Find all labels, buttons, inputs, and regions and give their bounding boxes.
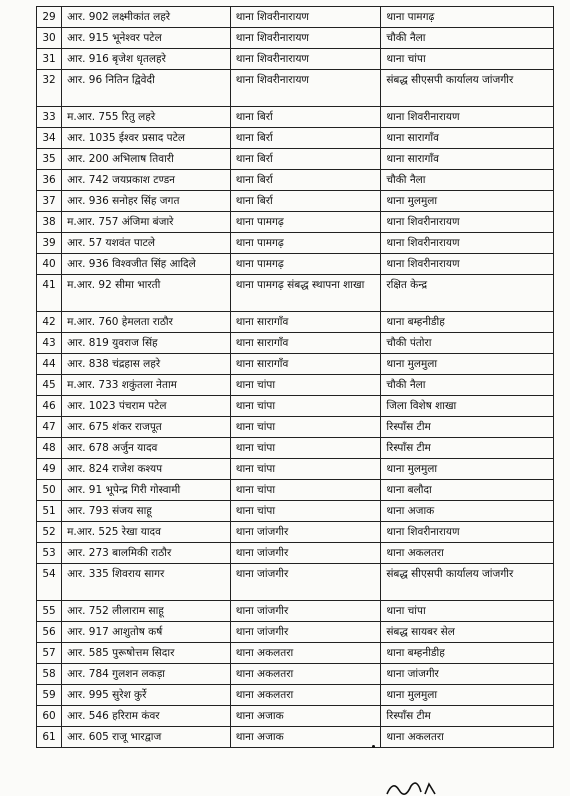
new-posting: थाना मुलमुला <box>381 354 554 375</box>
table-row <box>37 275 554 312</box>
employee-name: म.आर. 525 रेखा यादव <box>62 522 231 543</box>
row-number: 41 <box>37 275 62 312</box>
employee-name: आर. 793 संजय साहू <box>62 501 231 522</box>
employee-name: आर. 936 विश्वजीत सिंह आदिले <box>62 254 231 275</box>
row-number: 36 <box>37 170 62 191</box>
new-posting: थाना मुलमुला <box>381 685 554 706</box>
employee-name: आर. 838 चंद्रहास लहरे <box>62 354 231 375</box>
row-number: 59 <box>37 685 62 706</box>
employee-name: आर. 819 युवराज सिंह <box>62 333 231 354</box>
current-station: थाना चांपा <box>230 480 381 501</box>
new-posting: चौकी नैला <box>381 170 554 191</box>
current-station: थाना चांपा <box>230 396 381 417</box>
table-row <box>37 7 554 28</box>
table-row <box>37 128 554 149</box>
new-posting: थाना शिवरीनारायण <box>381 233 554 254</box>
table-row <box>37 564 554 601</box>
table-row <box>37 601 554 622</box>
row-number: 53 <box>37 543 62 564</box>
row-number: 35 <box>37 149 62 170</box>
row-number: 56 <box>37 622 62 643</box>
row-number: 49 <box>37 459 62 480</box>
new-posting: थाना सारागाँव <box>381 149 554 170</box>
current-station: थाना पामगढ़ संबद्ध स्थापना शाखा <box>230 275 381 312</box>
row-number: 50 <box>37 480 62 501</box>
row-number: 30 <box>37 28 62 49</box>
ink-dot <box>372 745 375 748</box>
employee-name: म.आर. 92 सीमा भारती <box>62 275 231 312</box>
current-station: थाना शिवरीनारायण <box>230 49 381 70</box>
row-number: 51 <box>37 501 62 522</box>
employee-name: आर. 752 लीलाराम साहू <box>62 601 231 622</box>
row-number: 32 <box>37 70 62 107</box>
employee-name: आर. 995 सुरेश कुर्रे <box>62 685 231 706</box>
row-number: 42 <box>37 312 62 333</box>
current-station: थाना अकलतरा <box>230 664 381 685</box>
new-posting: चौकी नैला <box>381 375 554 396</box>
employee-name: आर. 57 यशवंत पाटले <box>62 233 231 254</box>
current-station: थाना चांपा <box>230 375 381 396</box>
employee-name: आर. 824 राजेश कश्यप <box>62 459 231 480</box>
new-posting: थाना जांजगीर <box>381 664 554 685</box>
new-posting: थाना चांपा <box>381 601 554 622</box>
row-number: 29 <box>37 7 62 28</box>
new-posting: चौकी नैला <box>381 28 554 49</box>
new-posting: रक्षित केन्द्र <box>381 275 554 312</box>
table-row <box>37 480 554 501</box>
employee-name: आर. 784 गुलशन लकड़ा <box>62 664 231 685</box>
current-station: थाना जांजगीर <box>230 564 381 601</box>
new-posting: थाना पामगढ़ <box>381 7 554 28</box>
employee-name: आर. 273 बालमिकी राठौर <box>62 543 231 564</box>
current-station: थाना जांजगीर <box>230 601 381 622</box>
new-posting: थाना मुलमुला <box>381 459 554 480</box>
current-station: थाना अकलतरा <box>230 643 381 664</box>
table-row <box>37 212 554 233</box>
row-number: 48 <box>37 438 62 459</box>
new-posting: थाना बम्हनीडीह <box>381 643 554 664</box>
table-body <box>37 7 554 748</box>
table-row <box>37 643 554 664</box>
current-station: थाना जांजगीर <box>230 543 381 564</box>
employee-name: आर. 902 लक्ष्मीकांत लहरे <box>62 7 231 28</box>
table-row <box>37 49 554 70</box>
new-posting: रिस्पॉंस टीम <box>381 417 554 438</box>
employee-name: आर. 200 अभिलाष तिवारी <box>62 149 231 170</box>
employee-name: आर. 1023 पंचराम पटेल <box>62 396 231 417</box>
current-station: थाना सारागाँव <box>230 354 381 375</box>
row-number: 34 <box>37 128 62 149</box>
table-row <box>37 233 554 254</box>
table-row <box>37 333 554 354</box>
employee-name: आर. 916 बृजेश धृतलहरे <box>62 49 231 70</box>
current-station: थाना चांपा <box>230 417 381 438</box>
row-number: 46 <box>37 396 62 417</box>
row-number: 40 <box>37 254 62 275</box>
employee-name: आर. 742 जयप्रकाश टण्डन <box>62 170 231 191</box>
row-number: 60 <box>37 706 62 727</box>
new-posting: थाना मुलमुला <box>381 191 554 212</box>
employee-name: म.आर. 760 हेमलता राठौर <box>62 312 231 333</box>
table-row <box>37 706 554 727</box>
table-row <box>37 417 554 438</box>
table-row <box>37 354 554 375</box>
new-posting: संबद्ध सायबर सेल <box>381 622 554 643</box>
employee-name: म.आर. 755 रितु लहरे <box>62 107 231 128</box>
current-station: थाना बिर्रा <box>230 191 381 212</box>
row-number: 61 <box>37 727 62 748</box>
employee-name: आर. 1035 ईश्वर प्रसाद पटेल <box>62 128 231 149</box>
new-posting: जिला विशेष शाखा <box>381 396 554 417</box>
table-row <box>37 28 554 49</box>
current-station: थाना बिर्रा <box>230 128 381 149</box>
row-number: 44 <box>37 354 62 375</box>
new-posting: संबद्ध सीएसपी कार्यालय जांजगीर <box>381 564 554 601</box>
new-posting: थाना अकलतरा <box>381 543 554 564</box>
table-row <box>37 70 554 107</box>
new-posting: थाना बलौदा <box>381 480 554 501</box>
new-posting: थाना शिवरीनारायण <box>381 254 554 275</box>
row-number: 39 <box>37 233 62 254</box>
table-row <box>37 685 554 706</box>
current-station: थाना पामगढ़ <box>230 233 381 254</box>
table-row <box>37 254 554 275</box>
new-posting: थाना अजाक <box>381 501 554 522</box>
current-station: थाना चांपा <box>230 438 381 459</box>
new-posting: चौकी पंतोरा <box>381 333 554 354</box>
row-number: 57 <box>37 643 62 664</box>
employee-name: आर. 915 भूनेश्वर पटेल <box>62 28 231 49</box>
new-posting: थाना अकलतरा <box>381 727 554 748</box>
current-station: थाना बिर्रा <box>230 107 381 128</box>
table-row <box>37 727 554 748</box>
current-station: थाना पामगढ़ <box>230 254 381 275</box>
employee-name: आर. 335 शिवराय सागर <box>62 564 231 601</box>
employee-name: आर. 585 पुरूषोत्तम सिदार <box>62 643 231 664</box>
row-number: 45 <box>37 375 62 396</box>
row-number: 43 <box>37 333 62 354</box>
table-row <box>37 312 554 333</box>
row-number: 38 <box>37 212 62 233</box>
new-posting: थाना चांपा <box>381 49 554 70</box>
current-station: थाना जांजगीर <box>230 522 381 543</box>
row-number: 54 <box>37 564 62 601</box>
current-station: थाना सारागाँव <box>230 333 381 354</box>
current-station: थाना शिवरीनारायण <box>230 28 381 49</box>
table-row <box>37 396 554 417</box>
employee-name: आर. 91 भूपेन्द्र गिरी गोस्वामी <box>62 480 231 501</box>
employee-name: आर. 675 शंकर राजपूत <box>62 417 231 438</box>
employee-name: आर. 546 हरिराम कंवर <box>62 706 231 727</box>
row-number: 47 <box>37 417 62 438</box>
row-number: 58 <box>37 664 62 685</box>
new-posting: रिस्पॉंस टीम <box>381 438 554 459</box>
transfer-table <box>36 6 554 748</box>
table-row <box>37 375 554 396</box>
employee-name: म.आर. 733 शकुंतला नेताम <box>62 375 231 396</box>
table-row <box>37 501 554 522</box>
new-posting: थाना सारागाँव <box>381 128 554 149</box>
new-posting: थाना शिवरीनारायण <box>381 212 554 233</box>
employee-name: आर. 917 आशुतोष कर्ष <box>62 622 231 643</box>
current-station: थाना बिर्रा <box>230 149 381 170</box>
employee-name: आर. 96 नितिन द्विवेदी <box>62 70 231 107</box>
current-station: थाना अजाक <box>230 727 381 748</box>
row-number: 37 <box>37 191 62 212</box>
row-number: 55 <box>37 601 62 622</box>
new-posting: रिस्पॉंस टीम <box>381 706 554 727</box>
new-posting: थाना शिवरीनारायण <box>381 107 554 128</box>
current-station: थाना जांजगीर <box>230 622 381 643</box>
current-station: थाना शिवरीनारायण <box>230 70 381 107</box>
row-number: 33 <box>37 107 62 128</box>
current-station: थाना सारागाँव <box>230 312 381 333</box>
employee-name: म.आर. 757 अंजिमा बंजारे <box>62 212 231 233</box>
new-posting: संबद्ध सीएसपी कार्यालय जांजगीर <box>381 70 554 107</box>
table-row <box>37 622 554 643</box>
table-row <box>37 543 554 564</box>
table-row <box>37 170 554 191</box>
table-row <box>37 149 554 170</box>
row-number: 52 <box>37 522 62 543</box>
current-station: थाना चांपा <box>230 501 381 522</box>
current-station: थाना चांपा <box>230 459 381 480</box>
table-row <box>37 522 554 543</box>
employee-name: आर. 605 राजू भारद्वाज <box>62 727 231 748</box>
table-row <box>37 191 554 212</box>
current-station: थाना अकलतरा <box>230 685 381 706</box>
row-number: 31 <box>37 49 62 70</box>
employee-name: आर. 936 सनोहर सिंह जगत <box>62 191 231 212</box>
table-row <box>37 438 554 459</box>
employee-name: आर. 678 अर्जुन यादव <box>62 438 231 459</box>
new-posting: थाना शिवरीनारायण <box>381 522 554 543</box>
current-station: थाना शिवरीनारायण <box>230 7 381 28</box>
table-row <box>37 664 554 685</box>
table-row <box>37 107 554 128</box>
signature-mark <box>385 776 445 796</box>
current-station: थाना पामगढ़ <box>230 212 381 233</box>
new-posting: थाना बम्हनीडीह <box>381 312 554 333</box>
current-station: थाना अजाक <box>230 706 381 727</box>
table-row <box>37 459 554 480</box>
current-station: थाना बिर्रा <box>230 170 381 191</box>
